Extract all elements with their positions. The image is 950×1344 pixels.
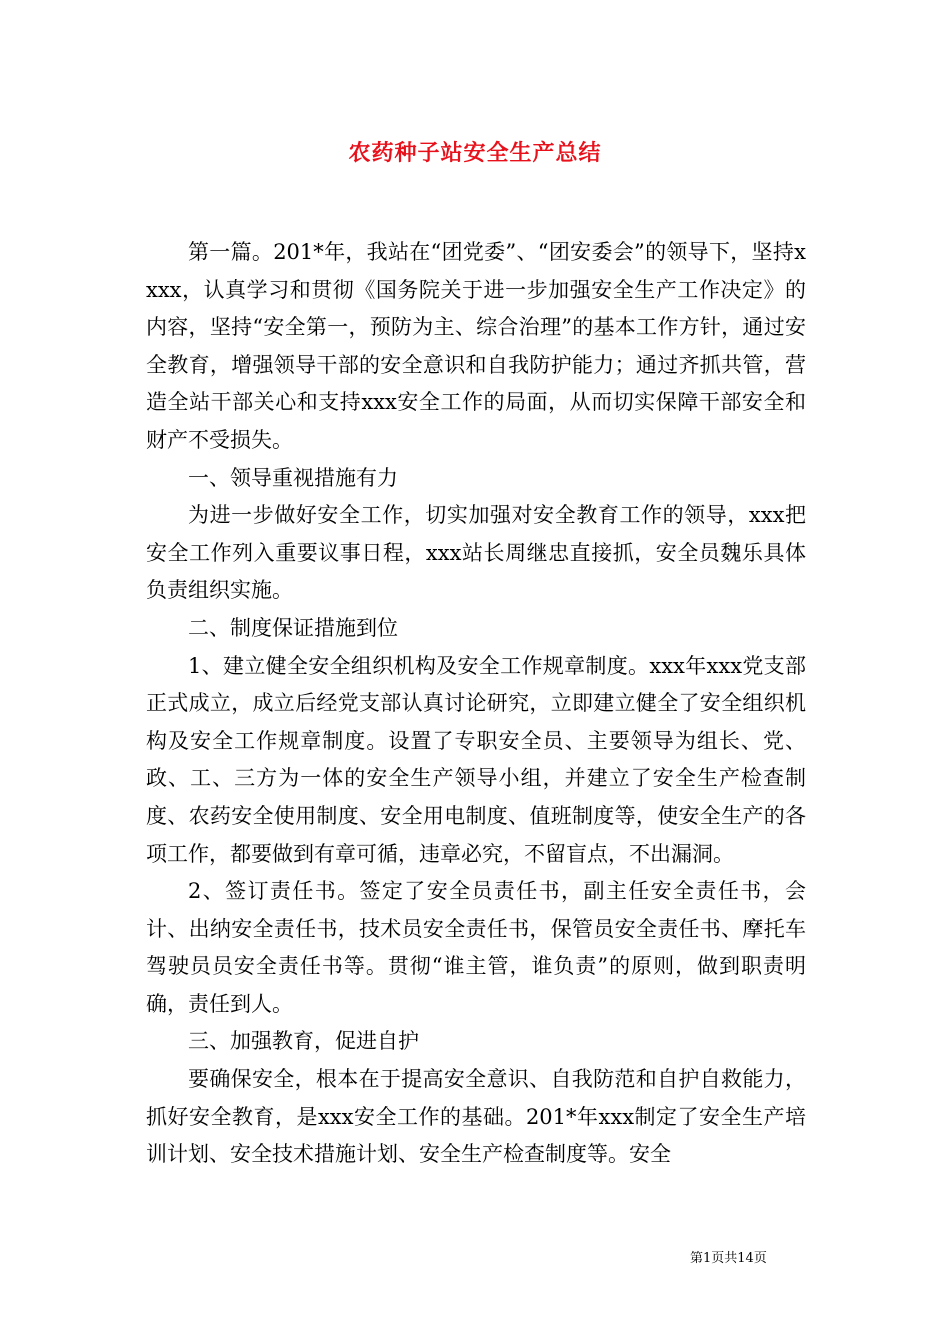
paragraph-section-2-item-2: 2、签订责任书。签定了安全员责任书，副主任安全责任书，会计、出纳安全责任书，技术员安全责任书，保管员安全责任书、摩托车驾驶员员安全责任书等。贯彻“谁主管，谁负责”的原则，做到职责明确，责任到人。 [146, 879, 806, 1016]
section-heading-3: 三、加强教育，促进自护 [188, 1029, 419, 1054]
paragraph-intro: 第一篇。201*年，我站在“团党委”、“团安委会”的领导下，坚持xxxx，认真学习和贯彻《国务院关于进一步加强安全生产工作决定》的内容，坚持“安全第一，预防为主、综合治理”的基本工作方针，通过安全教育，增强领导干部的安全意识和自我防护能力；通过齐抓共管，营造全站干部关心和支持xxx安全工作的局面，从而切实保障干部安全和财产不受损失。 [146, 240, 806, 452]
paragraph-section-1: 为进一步做好安全工作，切实加强对安全教育工作的领导，xxx把安全工作列入重要议事日程，xxx站长周继忠直接抓，安全员魏乐具体负责组织实施。 [146, 503, 806, 603]
section-heading-1: 一、领导重视措施有力 [188, 465, 398, 490]
paragraph-section-3: 要确保安全，根本在于提高安全意识、自我防范和自护自救能力，抓好安全教育，是xxx安全工作的基础。201*年xxx制定了安全生产培训计划、安全技术措施计划、安全生产检查制度等。安全 [146, 1067, 806, 1167]
document-body [146, 234, 806, 1174]
document-title: 农药种子站安全生产总结 [348, 140, 602, 166]
paragraph-section-2-item-1: 1、建立健全安全组织机构及安全工作规章制度。xxx年xxx党支部正式成立，成立后经党支部认真讨论研究，立即建立健全了安全组织机构及安全工作规章制度。设置了专职安全员、主要领导为组长、党、政、工、三方为一体的安全生产领导小组，并建立了安全生产检查制度、农药安全使用制度、安全用电制度、值班制度等，使安全生产的各项工作，都要做到有章可循，违章必究，不留盲点，不出漏洞。 [146, 653, 806, 866]
section-heading-2: 二、制度保证措施到位 [188, 615, 398, 640]
page-number-footer: 第1页共14页 [690, 1251, 767, 1266]
